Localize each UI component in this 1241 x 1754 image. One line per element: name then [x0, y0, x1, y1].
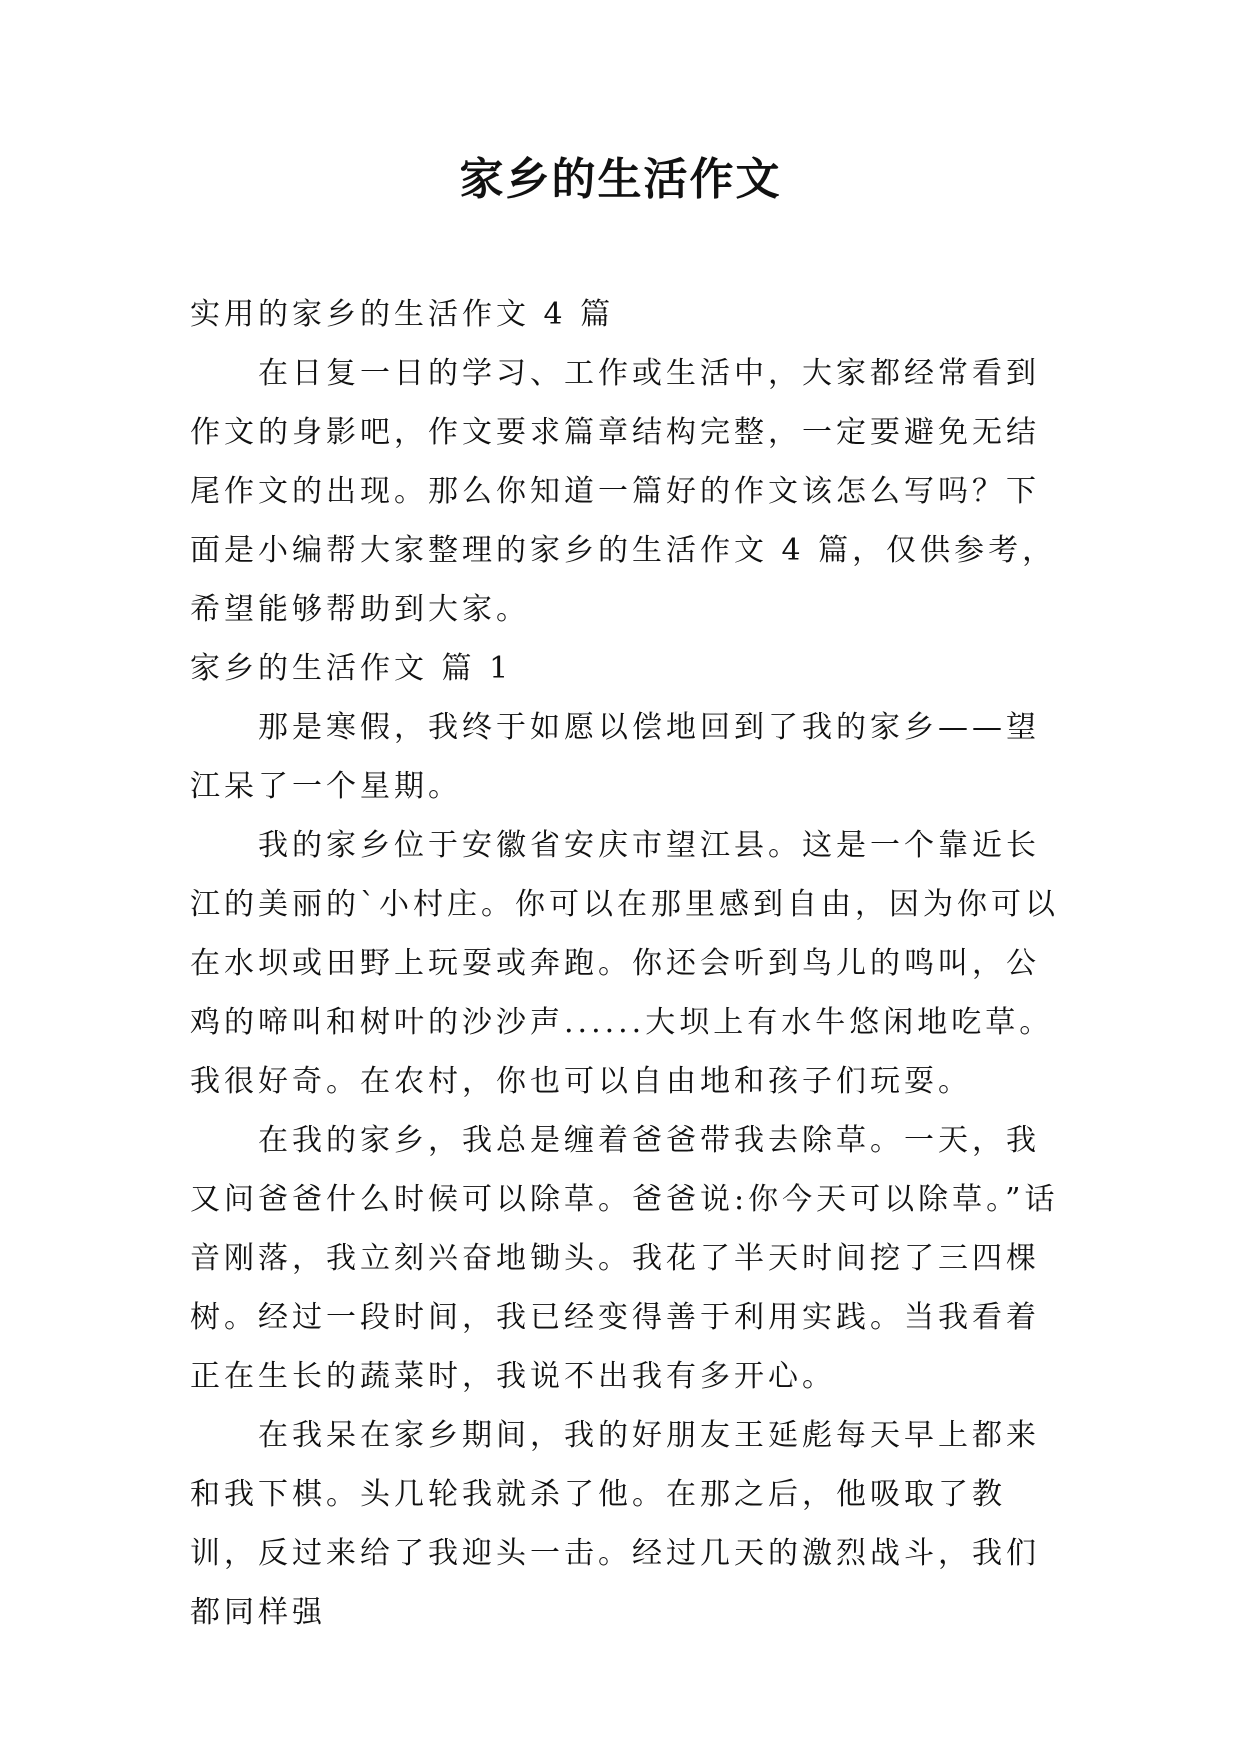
page-title: 家乡的生活作文: [459, 154, 782, 205]
document-body: [190, 285, 1070, 1642]
intro-paragraph: 在日复一日的学习、工作或生活中，大家都经常看到作文的身影吧，作文要求篇章结构完整，一定要避免无结尾作文的出现。那么你知道一篇好的作文该怎么写吗？下面是小编帮大家整理的家乡的生活作文 4 篇，仅供参考，希望能够帮助到大家。: [190, 356, 1057, 627]
section-heading: 家乡的生活作文 篇 1: [190, 651, 513, 686]
article-subtitle: 实用的家乡的生活作文 4 篇: [190, 297, 615, 332]
body-paragraph: 那是寒假，我终于如愿以偿地回到了我的家乡——望江呆了一个星期。: [190, 710, 1040, 804]
body-paragraph: 在我的家乡，我总是缠着爸爸带我去除草。一天，我又问爸爸什么时候可以除草。爸爸说:你今天可以除草。”话音刚落，我立刻兴奋地锄头。我花了半天时间挖了三四棵树。经过一段时间，我已经变得善于利用实践。当我看着正在生长的蔬菜时，我说不出我有多开心。: [190, 1123, 1059, 1394]
body-paragraph: 在我呆在家乡期间，我的好朋友王延彪每天早上都来和我下棋。头几轮我就杀了他。在那之后，他吸取了教训，反过来给了我迎头一击。经过几天的激烈战斗，我们都同样强: [190, 1418, 1040, 1630]
body-paragraph: 我的家乡位于安徽省安庆市望江县。这是一个靠近长江的美丽的`小村庄。你可以在那里感到自由，因为你可以在水坝或田野上玩耍或奔跑。你还会听到鸟儿的鸣叫，公鸡的啼叫和树叶的沙沙声......大坝上有水牛悠闲地吃草。我很好奇。在农村，你也可以自由地和孩子们玩耍。: [190, 828, 1059, 1099]
